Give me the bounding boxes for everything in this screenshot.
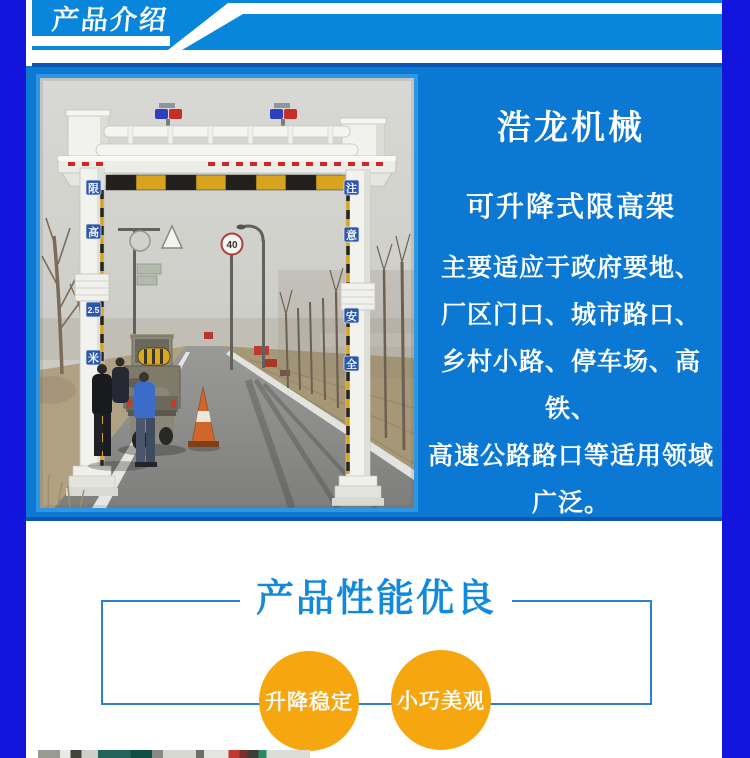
description-line: 广泛。 <box>531 489 610 517</box>
striped-crossbar <box>106 175 346 190</box>
pillar-sign-char: 2.5 <box>87 305 100 315</box>
intro-text-panel <box>420 74 722 527</box>
crossbar-load <box>138 348 170 365</box>
truss-tube-lower <box>96 144 358 156</box>
badge-label: 升降稳定 <box>265 691 353 714</box>
badge-label: 小巧美观 <box>397 690 485 713</box>
performance-section <box>26 521 722 758</box>
next-image-peek <box>38 750 310 758</box>
section-header-ribbon <box>26 0 722 68</box>
badge-lift-stability <box>259 651 359 751</box>
photo-scene <box>40 78 414 508</box>
pillar-sign-char: 全 <box>346 359 357 371</box>
truss-tube-upper <box>104 126 350 137</box>
pillar-sign-char: 高 <box>88 227 99 239</box>
pillar-sign-char: 注 <box>346 183 357 195</box>
round-sign-back <box>130 231 150 251</box>
pillar-sign-char: 米 <box>88 353 99 365</box>
product-intro-section <box>26 0 722 521</box>
description-line: 主要适应于政府要地、 <box>440 254 701 282</box>
description-line: 高速公路路口等适用领域 <box>427 442 714 470</box>
product-description <box>420 245 722 527</box>
pillar-sign-char: 意 <box>346 230 357 242</box>
pillar-sign-char: 限 <box>88 183 99 195</box>
product-name: 可升降式限高架 <box>465 191 676 222</box>
speed-limit-value: 40 <box>226 240 238 251</box>
pillar-sign-char: 安 <box>346 311 357 323</box>
product-photo <box>36 74 418 512</box>
content-column <box>26 0 722 758</box>
person-dark-coat <box>92 364 112 456</box>
badge-compact-design <box>391 650 491 750</box>
performance-title: 产品性能优良 <box>240 576 512 622</box>
description-line: 厂区门口、城市路口、 <box>440 301 701 329</box>
section-title: 产品介绍 <box>50 5 170 35</box>
description-line: 乡村小路、停车场、高铁、 <box>440 348 701 423</box>
brand-name: 浩龙机械 <box>497 109 645 147</box>
